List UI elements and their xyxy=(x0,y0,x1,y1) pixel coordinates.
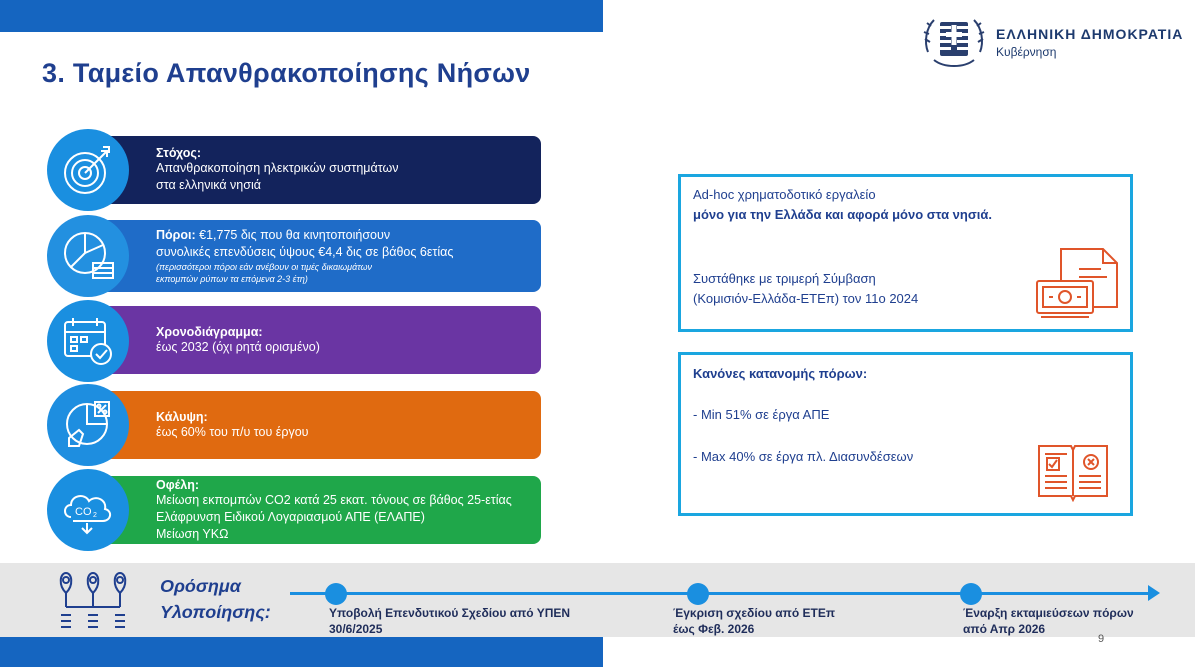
goal-label: Στόχος: xyxy=(156,146,202,160)
top-accent-bar xyxy=(0,0,603,32)
info-box xyxy=(678,174,1133,332)
location-pins-icon xyxy=(52,571,134,631)
svg-text:2: 2 xyxy=(93,512,97,519)
milestone-text: Έγκριση σχεδίου από ΕΤΕπ xyxy=(673,606,836,620)
org-title: ΕΛΛΗΝΙΚΗ ΔΗΜΟΚΡΑΤΙΑ xyxy=(996,25,1184,42)
government-logo xyxy=(920,12,1183,72)
milestone-text: Υποβολή Επενδυτικού Σχεδίου από ΥΠΕΝ xyxy=(329,606,571,620)
page-title: 3. Ταμείο Απανθρακοποίησης Νήσων xyxy=(42,58,531,88)
calendar-check-icon xyxy=(57,310,119,372)
target-icon xyxy=(57,139,119,201)
info-line3: Συστάθηκε με τριμερή Σύμβαση xyxy=(693,271,876,286)
info-line2: μόνο για την Ελλάδα και αφορά μόνο στα νησιά. xyxy=(693,207,992,222)
goal-panel xyxy=(100,136,541,204)
percentage-chart-icon xyxy=(57,394,119,456)
milestones-title-line2: Υλοποίησης: xyxy=(160,602,271,622)
milestone-item xyxy=(329,605,570,637)
resources-note-line2: εκπομπών ρύπων τα επόμενα 2-3 έτη) xyxy=(156,274,308,284)
milestone-dot xyxy=(325,583,347,605)
coverage-circle xyxy=(47,384,129,466)
milestone-date: 30/6/2025 xyxy=(329,622,383,636)
money-document-icon xyxy=(1031,241,1123,329)
timeline-circle xyxy=(47,300,129,382)
benefits-panel xyxy=(100,476,541,544)
resources-note-line1: (περισσότεροι πόροι εάν ανέβουν οι τιμές δικαιωμάτων xyxy=(156,262,372,272)
milestone-item xyxy=(673,605,835,637)
rule-min: - Min 51% σε έργα ΑΠΕ xyxy=(693,407,830,422)
milestone-text: Έναρξη εκταμιεύσεων πόρων xyxy=(963,606,1134,620)
benefits-circle xyxy=(47,469,129,551)
goal-circle xyxy=(47,129,129,211)
pie-chart-coins-icon xyxy=(57,225,119,287)
rulebook-icon xyxy=(1035,440,1111,502)
benefits-label: Οφέλη: xyxy=(156,477,200,492)
page-number: 9 xyxy=(1098,633,1105,645)
milestone-dot xyxy=(687,583,709,605)
milestone-date: έως Φεβ. 2026 xyxy=(673,622,755,636)
info-line1: Ad-hoc χρηματοδοτικό εργαλείο xyxy=(693,187,876,202)
resources-text-line1: €1,775 δις που θα κινητοποιήσουν xyxy=(195,228,391,242)
coverage-label: Κάλυψη: xyxy=(156,409,208,424)
timeline-text: έως 2032 (όχι ρητά ορισμένο) xyxy=(156,339,320,354)
timeline-arrow-icon xyxy=(1148,585,1160,601)
resources-label: Πόροι: xyxy=(156,228,196,242)
timeline-line xyxy=(290,592,1150,595)
rule-max: - Max 40% σε έργα πλ. Διασυνδέσεων xyxy=(693,449,914,464)
coverage-panel xyxy=(100,391,541,459)
greek-emblem-icon xyxy=(920,12,988,72)
benefits-text-line2: Ελάφρυνση Ειδικού Λογαριασμού ΑΠΕ (ΕΛΑΠΕ) xyxy=(156,509,425,524)
rules-box xyxy=(678,352,1133,516)
org-subtitle: Κυβέρνηση xyxy=(996,44,1057,59)
coverage-text: έως 60% του π/υ του έργου xyxy=(156,424,309,439)
svg-text:CO: CO xyxy=(75,506,92,518)
resources-text-line2: συνολικές επενδύσεις ύψους €4,4 δις σε βάθος 6ετίας xyxy=(156,245,454,259)
milestones-title xyxy=(160,573,271,625)
goal-text-line1: Απανθρακοποίηση ηλεκτρικών συστημάτων xyxy=(156,161,399,175)
rules-title: Κανόνες κατανομής πόρων: xyxy=(693,366,868,381)
info-line4: (Κομισιόν-Ελλάδα-ΕΤΕπ) τον 11ο 2024 xyxy=(693,291,919,306)
milestones-title-line1: Ορόσημα xyxy=(160,576,241,596)
goal-text-line2: στα ελληνικά νησιά xyxy=(156,178,261,192)
milestone-dot xyxy=(960,583,982,605)
milestone-date: από Απρ 2026 xyxy=(963,622,1046,636)
resources-circle xyxy=(47,215,129,297)
timeline-label: Χρονοδιάγραμμα: xyxy=(156,324,263,339)
co2-reduction-icon xyxy=(57,479,119,541)
timeline-panel xyxy=(100,306,541,374)
benefits-text-line1: Μείωση εκπομπών CO2 κατά 25 εκατ. τόνους σε βάθος 25-ετίας xyxy=(156,492,512,507)
milestone-item xyxy=(963,605,1134,637)
benefits-text-line3: Μείωση ΥΚΩ xyxy=(156,526,229,541)
resources-panel xyxy=(100,220,541,292)
bottom-accent-bar xyxy=(0,637,603,667)
